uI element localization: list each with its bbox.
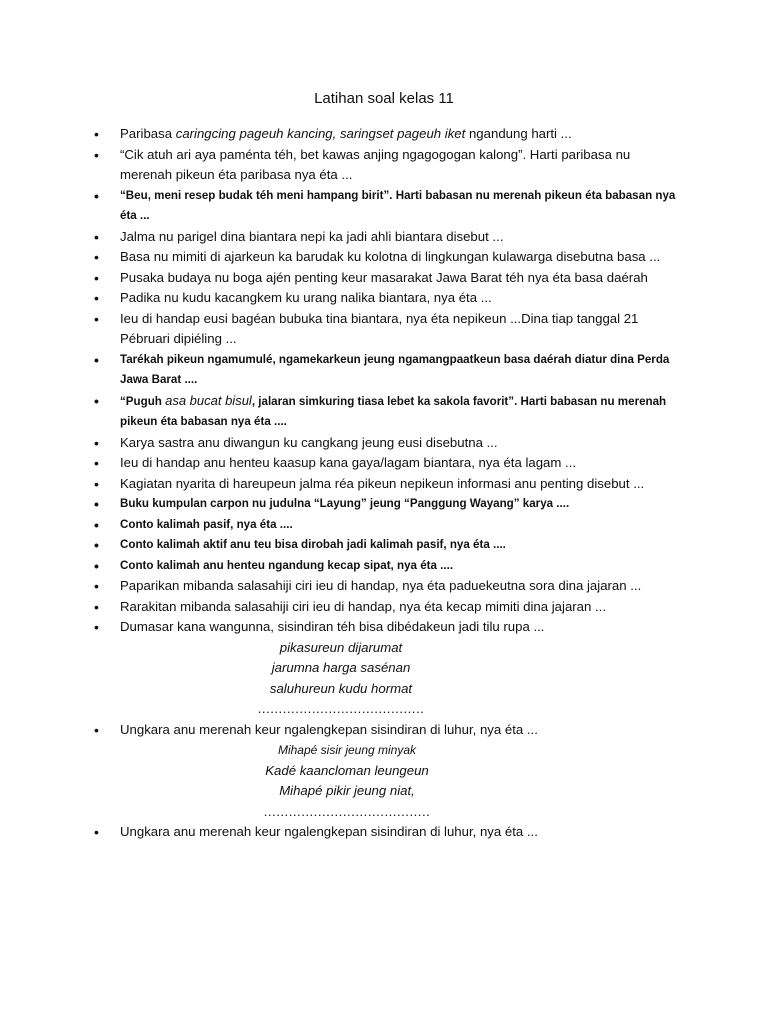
poem-blank-line: ........................................ — [257, 701, 425, 716]
question-text: Ieu di handap eusi bagéan bubuka tina biantara, nya éta nepikeun ...Dina tiap tanggal 21 Pébruari dipiéling ... — [120, 310, 639, 346]
poem-line: Kadé kaancloman leungeun — [265, 762, 429, 778]
bullet-icon: • — [94, 475, 99, 492]
bullet-icon: • — [94, 537, 99, 553]
question-4 — [92, 227, 682, 248]
question-2 — [92, 145, 682, 186]
question-text: Ieu di handap anu henteu kaasup kana gaya/lagam biantara, nya éta lagam ... — [120, 455, 577, 470]
poem-block — [60, 638, 622, 720]
question-text: Tarékah pikeun ngamumulé, ngamekarkeun jeung ngamangpaatkeun basa daérah diatur dina Perda Jawa Barat .... — [120, 352, 670, 386]
question-text: ngandung harti ... — [465, 126, 572, 141]
question-20 — [92, 617, 682, 720]
question-text: Conto kalimah aktif anu teu bisa dirobah jadi kalimah pasif, nya éta .... — [120, 538, 506, 551]
question-list — [92, 124, 682, 843]
bullet-icon: • — [94, 146, 99, 163]
page-title: Latihan soal kelas 11 — [314, 90, 454, 107]
bullet-icon: • — [94, 598, 99, 615]
bullet-icon: • — [94, 557, 99, 574]
bullet-icon: • — [94, 434, 99, 451]
bullet-icon: • — [94, 516, 99, 533]
bullet-icon: • — [94, 290, 99, 306]
question-6 — [92, 268, 682, 289]
question-text: , jalaran simkuring tiasa lebet ka sakola favorit”. Harti babasan nu merenah pikeun éta babasan nya éta .... — [120, 394, 667, 428]
question-3 — [92, 186, 682, 227]
question-text: Ungkara anu merenah keur ngalengkepan sisindiran di luhur, nya éta ... — [120, 721, 538, 737]
bullet-icon: • — [94, 721, 99, 738]
question-9 — [92, 350, 682, 391]
question-text: “Cik atuh ari aya paménta téh, bet kawas anjing ngagogogan kalong”. Harti paribasa nu merenah pikeun éta paribasa nya éta ... — [120, 146, 631, 182]
question-text: Kagiatan nyarita di hareupeun jalma réa pikeun nepikeun informasi anu penting disebut ... — [120, 475, 645, 491]
question-18 — [92, 576, 682, 597]
question-1 — [92, 124, 682, 145]
question-text: Buku kumpulan carpon nu judulna “Layung” jeung “Panggung Wayang” karya .... — [120, 497, 570, 510]
question-5 — [92, 247, 682, 268]
poem-blank-line: ........................................ — [263, 803, 431, 819]
question-text: Conto kalimah anu henteu ngandung kecap sipat, nya éta .... — [120, 558, 454, 572]
question-7 — [92, 288, 682, 309]
question-10 — [92, 391, 682, 433]
bullet-icon: • — [94, 249, 99, 265]
bullet-icon: • — [94, 187, 99, 204]
poem-line: Mihapé pikir jeung niat, — [279, 783, 415, 798]
question-13 — [92, 474, 682, 495]
bullet-icon: • — [94, 619, 99, 635]
question-21 — [92, 720, 682, 823]
question-12 — [92, 453, 682, 474]
bullet-icon: • — [94, 269, 99, 286]
bullet-icon: • — [94, 455, 99, 471]
question-emphasis: asa bucat bisul — [165, 392, 252, 408]
poem-line: saluhureun kudu hormat — [269, 680, 413, 696]
question-text: Paribasa — [120, 126, 176, 141]
question-text: Ungkara anu merenah keur ngalengkepan sisindiran di luhur, nya éta ... — [120, 824, 538, 839]
question-text: Paparikan mibanda salasahiji ciri ieu di handap, nya éta paduekeutna sora dina jajaran ... — [120, 578, 642, 593]
bullet-icon: • — [94, 351, 99, 368]
question-8 — [92, 309, 682, 350]
bullet-icon: • — [94, 126, 99, 142]
bullet-icon: • — [94, 496, 99, 512]
question-text: “Beu, meni resep budak téh meni hampang birit”. Harti babasan nu merenah pikeun éta babasan nya éta ... — [120, 188, 676, 222]
question-text: “Puguh — [120, 394, 166, 408]
poem-block — [66, 740, 628, 822]
question-text: Dumasar kana wangunna, sisindiran téh bisa dibédakeun jadi tilu rupa ... — [120, 619, 545, 634]
question-text: Basa nu mimiti di ajarkeun ka barudak ku kolotna di lingkungan kulawarga disebutna basa ... — [120, 249, 661, 264]
question-text: Jalma nu parigel dina biantara nepi ka jadi ahli biantara disebut ... — [120, 228, 504, 244]
poem-line: Mihapé sisir jeung minyak — [277, 743, 417, 757]
question-11 — [92, 433, 682, 454]
question-emphasis: caringcing pageuh kancing, saringset pageuh iket — [175, 126, 466, 141]
question-text: Conto kalimah pasif, nya éta .... — [120, 517, 293, 531]
poem-line: pikasureun dijarumat — [279, 639, 403, 655]
poem-line: jarumna harga sasénan — [271, 660, 411, 675]
bullet-icon: • — [94, 392, 99, 409]
question-text: Karya sastra anu diwangun ku cangkang jeung eusi disebutna ... — [120, 434, 498, 450]
question-text: Pusaka budaya nu boga ajén penting keur masarakat Jawa Barat téh nya éta basa daérah — [120, 269, 648, 285]
question-text: Rarakitan mibanda salasahiji ciri ieu di handap, nya éta kecap mimiti dina jajaran ... — [120, 598, 606, 614]
question-16 — [92, 535, 682, 556]
bullet-icon: • — [94, 578, 99, 594]
question-15 — [92, 515, 682, 536]
question-19 — [92, 597, 682, 618]
question-text: Padika nu kudu kacangkem ku urang nalika biantara, nya éta ... — [120, 290, 492, 305]
bullet-icon: • — [94, 310, 99, 327]
question-14 — [92, 494, 682, 515]
question-22 — [92, 822, 682, 843]
bullet-icon: • — [94, 228, 99, 245]
question-17 — [92, 556, 682, 577]
bullet-icon: • — [94, 824, 99, 840]
